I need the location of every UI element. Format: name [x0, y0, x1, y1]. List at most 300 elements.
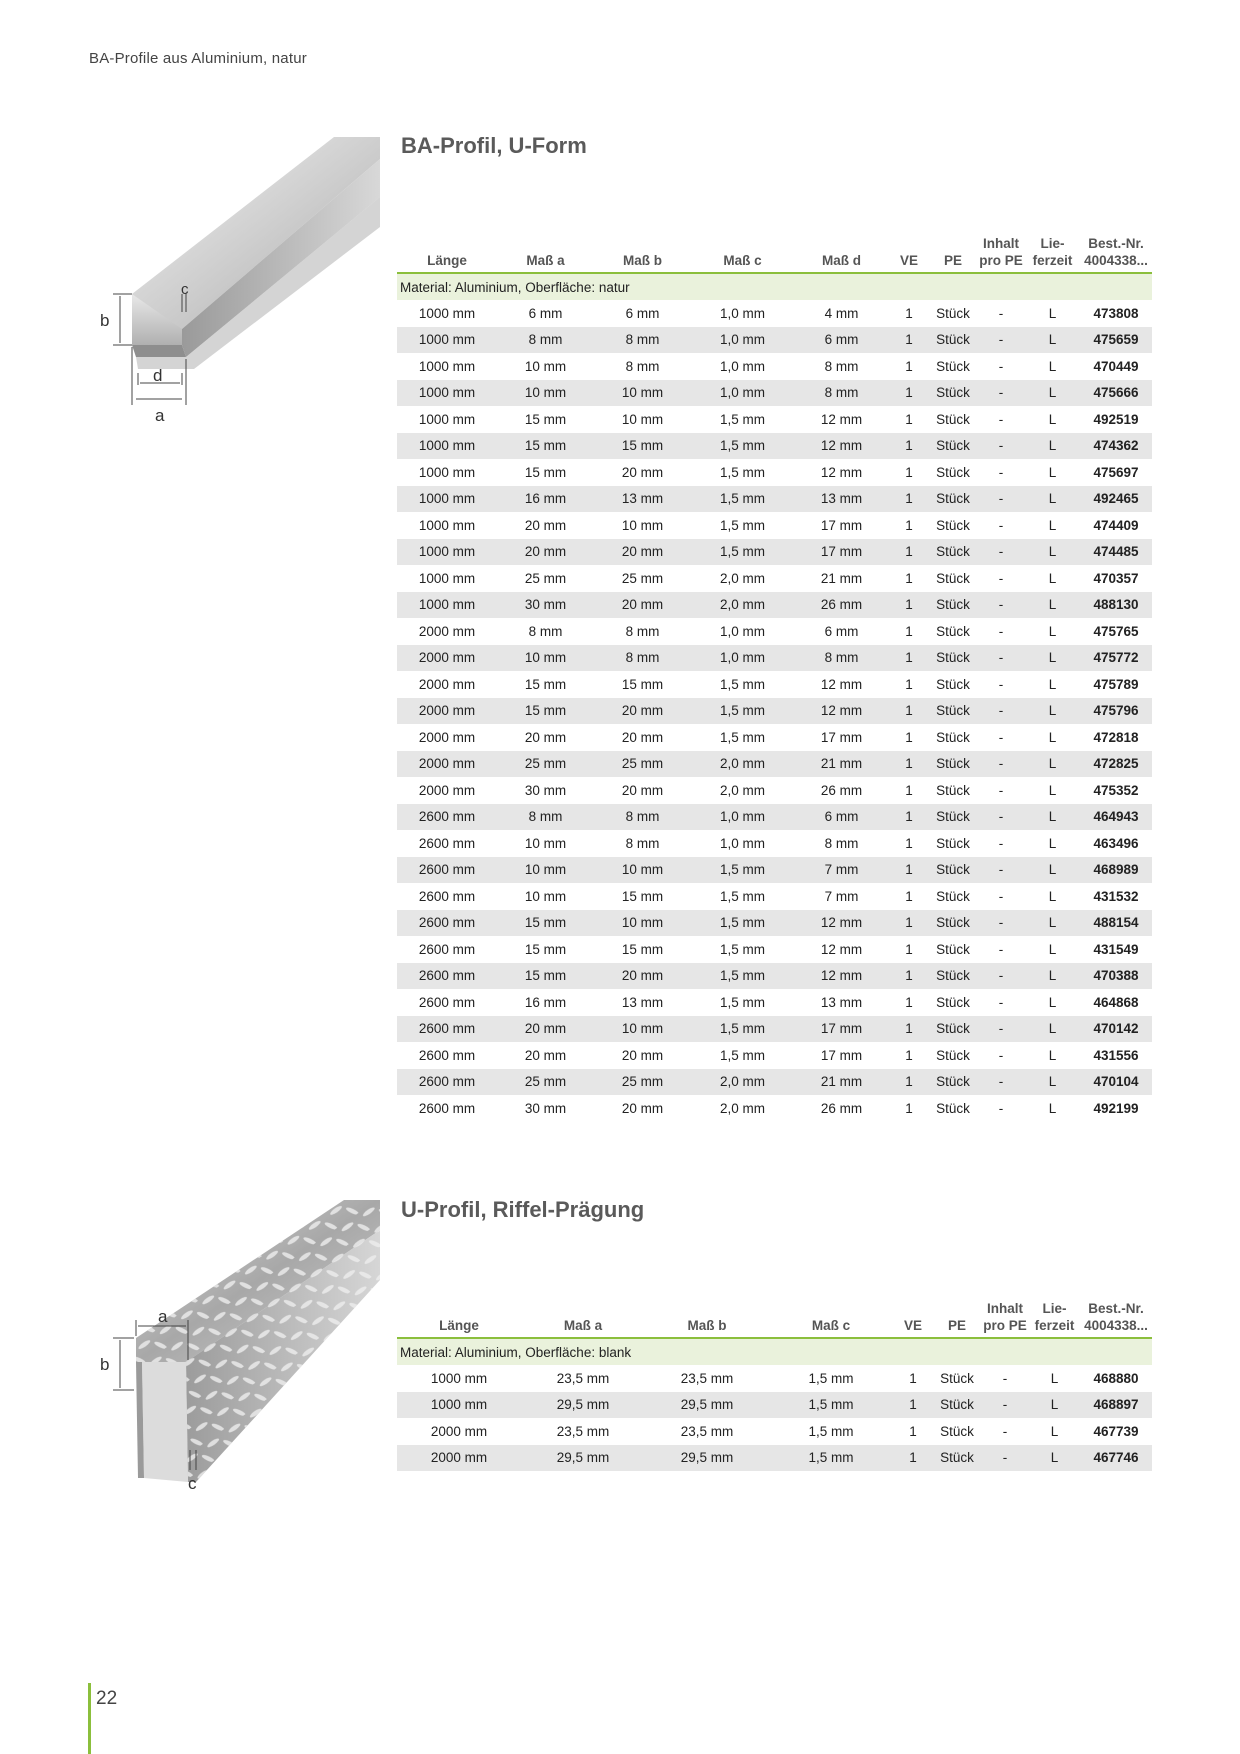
column-header-line: Länge — [427, 253, 467, 268]
table-cell: 23,5 mm — [645, 1365, 769, 1392]
table-cell: Stück — [929, 565, 977, 592]
table-cell: 23,5 mm — [521, 1365, 645, 1392]
table-cell: Stück — [929, 830, 977, 857]
table-cell: 475796 — [1080, 698, 1152, 725]
table-cell: - — [977, 592, 1025, 619]
table-cell: 13 mm — [794, 486, 889, 513]
table-cell: Stück — [929, 1069, 977, 1096]
table-cell: 1,5 mm — [691, 883, 794, 910]
table-cell: - — [977, 565, 1025, 592]
table-cell: Stück — [929, 459, 977, 486]
column-header — [691, 235, 794, 273]
table-cell: 15 mm — [497, 910, 594, 937]
table-cell: 20 mm — [594, 724, 691, 751]
table-cell: L — [1025, 433, 1080, 460]
table-cell: 1 — [889, 1069, 929, 1096]
column-header — [1080, 1300, 1152, 1338]
table-cell: 2000 mm — [397, 618, 497, 645]
table-cell: 470388 — [1080, 963, 1152, 990]
table-cell: L — [1025, 380, 1080, 407]
table-cell: 10 mm — [594, 380, 691, 407]
column-header — [594, 235, 691, 273]
table-cell: 26 mm — [794, 777, 889, 804]
table-row — [397, 830, 1152, 857]
table-cell: 12 mm — [794, 459, 889, 486]
table-cell: 467746 — [1080, 1445, 1152, 1472]
table-cell: L — [1025, 671, 1080, 698]
table-cell: - — [977, 1069, 1025, 1096]
table-cell: 25 mm — [497, 1069, 594, 1096]
table-cell: L — [1025, 459, 1080, 486]
table-cell: 25 mm — [594, 1069, 691, 1096]
table-cell: 2600 mm — [397, 1069, 497, 1096]
column-header-line: VE — [899, 253, 918, 268]
dim-label-a: a — [155, 406, 165, 425]
dim-label-c: c — [181, 281, 189, 298]
table-cell: 6 mm — [794, 327, 889, 354]
table-cell: L — [1025, 618, 1080, 645]
table-cell: L — [1025, 1069, 1080, 1096]
table-cell: - — [977, 1095, 1025, 1122]
table-cell: - — [977, 380, 1025, 407]
table-cell: - — [977, 645, 1025, 672]
table-cell: 2,0 mm — [691, 751, 794, 778]
column-header-line: Inhalt — [983, 236, 1019, 251]
table-cell: 8 mm — [594, 804, 691, 831]
table-row — [397, 989, 1152, 1016]
table-cell: 7 mm — [794, 857, 889, 884]
column-header-line: Maß b — [623, 253, 662, 268]
table-cell: 1 — [889, 963, 929, 990]
spec-table-riffel — [397, 1300, 1152, 1471]
column-header — [397, 235, 497, 273]
table-cell: 16 mm — [497, 989, 594, 1016]
table-cell: L — [1025, 512, 1080, 539]
table-cell: - — [977, 724, 1025, 751]
table-cell: Stück — [929, 698, 977, 725]
table-row — [397, 698, 1152, 725]
table-cell: Stück — [933, 1365, 981, 1392]
table-cell: L — [1025, 300, 1080, 327]
table-cell: 2600 mm — [397, 830, 497, 857]
table-cell: Stück — [929, 406, 977, 433]
table-cell: L — [1025, 327, 1080, 354]
table-cell: 1 — [893, 1392, 933, 1419]
table-cell: 15 mm — [594, 936, 691, 963]
column-header-line: pro PE — [983, 1318, 1027, 1333]
table-cell: 1,5 mm — [691, 857, 794, 884]
table-cell: - — [977, 459, 1025, 486]
table-cell: 26 mm — [794, 1095, 889, 1122]
table-cell: L — [1025, 1042, 1080, 1069]
table-row — [397, 459, 1152, 486]
table-cell: - — [977, 433, 1025, 460]
table-cell: 2600 mm — [397, 857, 497, 884]
table-cell: Stück — [929, 883, 977, 910]
column-header-line: Maß c — [723, 253, 762, 268]
table-cell: 1 — [889, 1042, 929, 1069]
table-cell: 13 mm — [794, 989, 889, 1016]
table-cell: 15 mm — [497, 698, 594, 725]
table-cell: L — [1025, 777, 1080, 804]
table-cell: 488154 — [1080, 910, 1152, 937]
table-cell: - — [977, 406, 1025, 433]
table-cell: 8 mm — [594, 353, 691, 380]
table-cell: 467739 — [1080, 1418, 1152, 1445]
column-header-line: PE — [947, 1318, 966, 1333]
table-cell: 1,0 mm — [691, 830, 794, 857]
table-cell: 12 mm — [794, 433, 889, 460]
table-cell: 1 — [889, 592, 929, 619]
table-cell: 23,5 mm — [645, 1418, 769, 1445]
column-header — [981, 1300, 1029, 1338]
column-header-line: Best.-Nr. — [1088, 236, 1144, 251]
table-cell: 1,5 mm — [691, 698, 794, 725]
table-cell: 8 mm — [497, 327, 594, 354]
table-row — [397, 539, 1152, 566]
table-row — [397, 857, 1152, 884]
page-number-bar — [88, 1683, 91, 1754]
table-cell: 1000 mm — [397, 433, 497, 460]
table-cell: Stück — [929, 936, 977, 963]
table-cell: Stück — [933, 1418, 981, 1445]
table-cell: 1,5 mm — [691, 724, 794, 751]
table-cell: 20 mm — [497, 539, 594, 566]
table-cell: 12 mm — [794, 936, 889, 963]
table-cell: - — [977, 777, 1025, 804]
table-cell: L — [1025, 592, 1080, 619]
table-cell: - — [981, 1392, 1029, 1419]
table-cell: 474362 — [1080, 433, 1152, 460]
table-cell: 21 mm — [794, 1069, 889, 1096]
table-cell: Stück — [929, 1095, 977, 1122]
table-cell: 13 mm — [594, 486, 691, 513]
table-cell: 2600 mm — [397, 1016, 497, 1043]
table-cell: 1 — [889, 327, 929, 354]
table-cell: 1000 mm — [397, 592, 497, 619]
table-cell: 17 mm — [794, 724, 889, 751]
table-cell: Stück — [929, 380, 977, 407]
table-cell: 2000 mm — [397, 1445, 521, 1472]
column-header — [1080, 235, 1152, 273]
table-cell: 15 mm — [594, 883, 691, 910]
table-cell: 10 mm — [594, 910, 691, 937]
table-cell: 8 mm — [594, 618, 691, 645]
table-row — [397, 1445, 1152, 1472]
table-cell: 475659 — [1080, 327, 1152, 354]
table-cell: 472825 — [1080, 751, 1152, 778]
table-cell: - — [977, 830, 1025, 857]
table-row — [397, 777, 1152, 804]
table-cell: 10 mm — [594, 512, 691, 539]
table-cell: 2000 mm — [397, 645, 497, 672]
table-cell: L — [1025, 353, 1080, 380]
table-cell: 2600 mm — [397, 989, 497, 1016]
column-header — [1029, 1300, 1080, 1338]
table-cell: 2600 mm — [397, 936, 497, 963]
table-cell: L — [1025, 565, 1080, 592]
table-cell: 464943 — [1080, 804, 1152, 831]
table-cell: 17 mm — [794, 1016, 889, 1043]
table-row — [397, 910, 1152, 937]
table-cell: - — [977, 804, 1025, 831]
table-cell: 25 mm — [497, 751, 594, 778]
table-cell: 470142 — [1080, 1016, 1152, 1043]
table-cell: 2600 mm — [397, 804, 497, 831]
table-cell: L — [1025, 751, 1080, 778]
column-header-line: PE — [943, 253, 962, 268]
table-cell: 20 mm — [594, 1095, 691, 1122]
table-cell: 1 — [889, 565, 929, 592]
table-cell: 8 mm — [497, 804, 594, 831]
table-cell: - — [977, 618, 1025, 645]
table-cell: 21 mm — [794, 565, 889, 592]
column-header-line: Inhalt — [987, 1301, 1023, 1316]
table-cell: - — [977, 300, 1025, 327]
table-cell: 1000 mm — [397, 300, 497, 327]
table-cell: 470357 — [1080, 565, 1152, 592]
table-cell: 2,0 mm — [691, 565, 794, 592]
column-header — [893, 1300, 933, 1338]
section-title: BA-Profil, U-Form — [401, 133, 587, 158]
table-cell: 2600 mm — [397, 1095, 497, 1122]
table-cell: 492465 — [1080, 486, 1152, 513]
table-cell: 2000 mm — [397, 671, 497, 698]
dim-label-a: a — [158, 1307, 168, 1326]
table-cell: 473808 — [1080, 300, 1152, 327]
table-cell: 2000 mm — [397, 751, 497, 778]
table-cell: 16 mm — [497, 486, 594, 513]
table-cell: L — [1025, 724, 1080, 751]
table-cell: L — [1025, 910, 1080, 937]
dim-label-c: c — [188, 1474, 197, 1490]
table-cell: 1000 mm — [397, 1392, 521, 1419]
table-cell: Stück — [929, 804, 977, 831]
table-row — [397, 963, 1152, 990]
table-row — [397, 1418, 1152, 1445]
table-cell: 1,0 mm — [691, 327, 794, 354]
table-cell: 10 mm — [594, 857, 691, 884]
table-cell: 7 mm — [794, 883, 889, 910]
table-cell: 29,5 mm — [645, 1445, 769, 1472]
table-cell: 10 mm — [594, 1016, 691, 1043]
table-cell: - — [977, 883, 1025, 910]
table-cell: 8 mm — [794, 645, 889, 672]
table-row — [397, 565, 1152, 592]
column-header-line: VE — [903, 1318, 922, 1333]
column-header — [794, 235, 889, 273]
column-header — [933, 1300, 981, 1338]
table-cell: 20 mm — [594, 698, 691, 725]
table-cell: 475666 — [1080, 380, 1152, 407]
table-cell: 1,5 mm — [691, 433, 794, 460]
table-cell: 8 mm — [794, 830, 889, 857]
column-header-line: Best.-Nr. — [1088, 1301, 1144, 1316]
table-cell: 1,5 mm — [691, 936, 794, 963]
table-cell: 1 — [889, 618, 929, 645]
column-header-line: Länge — [439, 1318, 479, 1333]
table-cell: 10 mm — [497, 645, 594, 672]
table-cell: - — [977, 539, 1025, 566]
table-cell: 1 — [889, 910, 929, 937]
table-cell: 20 mm — [594, 592, 691, 619]
table-cell: Stück — [929, 592, 977, 619]
table-cell: 1,0 mm — [691, 645, 794, 672]
column-header-line: Maß c — [811, 1318, 851, 1333]
table-row — [397, 1016, 1152, 1043]
table-cell: 1,0 mm — [691, 353, 794, 380]
riffel-profile-photo — [98, 1200, 380, 1490]
table-row — [397, 936, 1152, 963]
table-cell: 431532 — [1080, 883, 1152, 910]
table-cell: 1 — [889, 671, 929, 698]
table-cell: 1 — [889, 936, 929, 963]
dim-label-b: b — [100, 1355, 110, 1374]
table-cell: 468989 — [1080, 857, 1152, 884]
dim-label-d: d — [153, 366, 163, 385]
table-cell: 475697 — [1080, 459, 1152, 486]
spec-table-u-form — [397, 235, 1152, 1122]
material-row — [397, 273, 1152, 300]
column-header-line: Maß a — [526, 253, 565, 268]
column-header — [889, 235, 929, 273]
table-cell: 1 — [889, 989, 929, 1016]
table-cell: 2600 mm — [397, 910, 497, 937]
table-cell: 2,0 mm — [691, 777, 794, 804]
table-cell: Stück — [929, 327, 977, 354]
table-cell: 30 mm — [497, 777, 594, 804]
table-cell: Stück — [929, 486, 977, 513]
table-cell: 1000 mm — [397, 327, 497, 354]
table-cell: 12 mm — [794, 963, 889, 990]
table-row — [397, 1365, 1152, 1392]
page-number: 22 — [96, 1688, 118, 1709]
table-cell: 15 mm — [497, 671, 594, 698]
table-cell: 464868 — [1080, 989, 1152, 1016]
table-row — [397, 512, 1152, 539]
table-cell: 1 — [889, 353, 929, 380]
table-cell: Stück — [929, 963, 977, 990]
table-cell: L — [1029, 1365, 1080, 1392]
table-cell: 2600 mm — [397, 963, 497, 990]
column-header — [1025, 235, 1080, 273]
table-cell: 6 mm — [794, 618, 889, 645]
table-cell: 2,0 mm — [691, 592, 794, 619]
table-cell: 468897 — [1080, 1392, 1152, 1419]
table-cell: - — [981, 1365, 1029, 1392]
table-row — [397, 618, 1152, 645]
table-cell: 15 mm — [594, 433, 691, 460]
table-row — [397, 751, 1152, 778]
table-cell: 17 mm — [794, 539, 889, 566]
table-cell: 1 — [889, 751, 929, 778]
table-cell: Stück — [929, 433, 977, 460]
table-cell: 8 mm — [594, 830, 691, 857]
table-cell: 1,0 mm — [691, 380, 794, 407]
table-cell: - — [981, 1418, 1029, 1445]
table-row — [397, 1095, 1152, 1122]
table-cell: Stück — [929, 353, 977, 380]
table-cell: - — [977, 989, 1025, 1016]
table-cell: L — [1025, 486, 1080, 513]
table-cell: 2,0 mm — [691, 1069, 794, 1096]
table-cell: - — [977, 671, 1025, 698]
table-cell: 23,5 mm — [521, 1418, 645, 1445]
table-cell: 1 — [889, 883, 929, 910]
table-cell: 8 mm — [497, 618, 594, 645]
table-row — [397, 1042, 1152, 1069]
table-cell: - — [977, 910, 1025, 937]
column-header-line: Maß a — [563, 1318, 603, 1333]
table-cell: 1,5 mm — [691, 406, 794, 433]
table-cell: Stück — [929, 751, 977, 778]
table-cell: - — [977, 698, 1025, 725]
table-cell: 2600 mm — [397, 883, 497, 910]
table-cell: 6 mm — [497, 300, 594, 327]
table-cell: 20 mm — [497, 512, 594, 539]
table-cell: 1 — [889, 406, 929, 433]
table-row — [397, 327, 1152, 354]
column-header — [397, 1300, 521, 1338]
table-cell: Stück — [929, 618, 977, 645]
table-cell: 1000 mm — [397, 486, 497, 513]
table-cell: 1 — [889, 724, 929, 751]
table-cell: 20 mm — [594, 539, 691, 566]
table-cell: 1000 mm — [397, 353, 497, 380]
table-cell: 20 mm — [497, 1016, 594, 1043]
table-row — [397, 300, 1152, 327]
table-cell: 2000 mm — [397, 698, 497, 725]
table-cell: Stück — [929, 1042, 977, 1069]
table-cell: - — [977, 512, 1025, 539]
table-cell: 15 mm — [594, 671, 691, 698]
table-cell: 25 mm — [594, 751, 691, 778]
table-cell: 1 — [889, 433, 929, 460]
table-cell: L — [1025, 883, 1080, 910]
table-row — [397, 1069, 1152, 1096]
column-header — [769, 1300, 893, 1338]
table-cell: 30 mm — [497, 592, 594, 619]
table-cell: 475352 — [1080, 777, 1152, 804]
table-cell: L — [1025, 698, 1080, 725]
table-cell: Stück — [929, 512, 977, 539]
table-cell: 468880 — [1080, 1365, 1152, 1392]
table-cell: 1 — [889, 300, 929, 327]
table-cell: L — [1025, 1016, 1080, 1043]
table-cell: 474485 — [1080, 539, 1152, 566]
table-cell: 10 mm — [497, 857, 594, 884]
table-cell: 1,5 mm — [769, 1392, 893, 1419]
table-cell: 1,0 mm — [691, 804, 794, 831]
table-cell: 6 mm — [594, 300, 691, 327]
table-cell: 463496 — [1080, 830, 1152, 857]
table-cell: 10 mm — [497, 353, 594, 380]
table-cell: L — [1029, 1418, 1080, 1445]
column-header-line: Lie- — [1042, 1301, 1067, 1316]
table-cell: 2000 mm — [397, 1418, 521, 1445]
table-cell: 1,5 mm — [769, 1418, 893, 1445]
table-cell: 20 mm — [594, 459, 691, 486]
table-cell: 15 mm — [497, 406, 594, 433]
table-cell: 1 — [889, 459, 929, 486]
dim-label-b: b — [100, 311, 110, 330]
material-label: Material: Aluminium, Oberfläche: natur — [397, 273, 1152, 300]
table-cell: Stück — [929, 671, 977, 698]
column-header — [929, 235, 977, 273]
column-header-line: pro PE — [979, 253, 1023, 268]
table-cell: L — [1029, 1445, 1080, 1472]
table-cell: 1,5 mm — [691, 1016, 794, 1043]
